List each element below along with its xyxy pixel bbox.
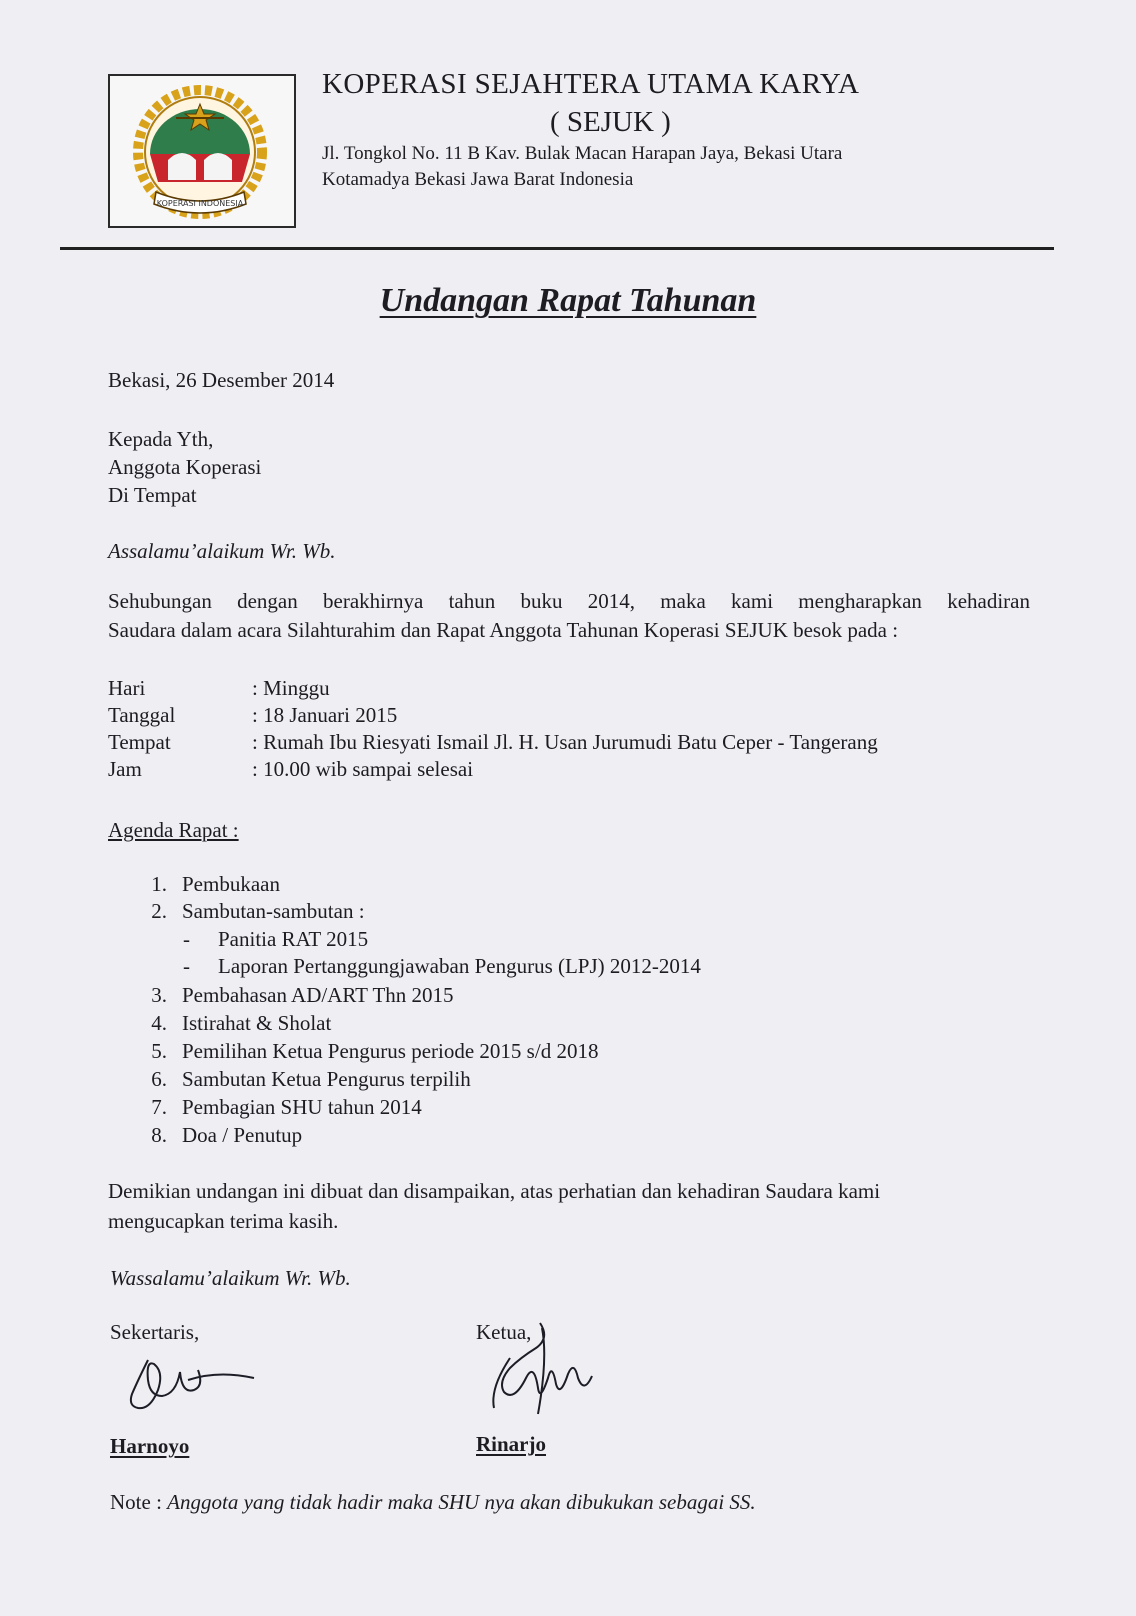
agenda-item-number: 5.: [151, 1039, 167, 1063]
detail-value-place: : Rumah Ibu Riesyati Ismail Jl. H. Usan Jurumudi Batu Ceper - Tangerang: [252, 730, 878, 754]
agenda-subitem-text: Laporan Pertanggungjawaban Pengurus (LPJ) 2012-2014: [218, 954, 701, 978]
agenda-subitem-text: Panitia RAT 2015: [218, 927, 369, 951]
date-line: Bekasi, 26 Desember 2014: [108, 368, 335, 392]
secretary-name: Harnoyo: [110, 1434, 190, 1458]
chair-name: Rinarjo: [476, 1432, 546, 1456]
agenda-item-number: 7.: [151, 1095, 167, 1119]
agenda-item-number: 4.: [151, 1011, 167, 1035]
detail-value-day: : Minggu: [252, 676, 330, 700]
agenda-item-number: 6.: [151, 1067, 167, 1091]
farewell: Wassalamu’alaikum Wr. Wb.: [110, 1266, 351, 1290]
recipient-line3: Di Tempat: [108, 483, 197, 507]
org-abbreviation: ( SEJUK ): [550, 106, 671, 138]
intro-line1: Sehubungan dengan berakhirnya tahun buku 2014, maka kami mengharapkan kehadiran: [108, 589, 1030, 613]
agenda-subitem-dash: -: [183, 927, 190, 951]
closing-line1: Demikian undangan ini dibuat dan disampaikan, atas perhatian dan kehadiran Saudara kami: [108, 1179, 881, 1203]
agenda-item-text: Istirahat & Sholat: [182, 1011, 332, 1035]
agenda-item-text: Pembukaan: [182, 872, 280, 896]
agenda-item-text: Sambutan Ketua Pengurus terpilih: [182, 1067, 471, 1091]
greeting: Assalamu’alaikum Wr. Wb.: [108, 539, 336, 563]
detail-label-place: Tempat: [108, 730, 171, 754]
detail-value-time: : 10.00 wib sampai selesai: [252, 757, 474, 781]
recipient-line1: Kepada Yth,: [108, 427, 214, 451]
agenda-subitem-dash: -: [183, 954, 190, 978]
cooperative-logo: [108, 74, 296, 228]
org-address-line2: Kotamadya Bekasi Jawa Barat Indonesia: [322, 169, 634, 190]
chair-signature: [480, 1318, 610, 1418]
detail-label-date: Tanggal: [108, 703, 176, 727]
recipient-line2: Anggota Koperasi: [108, 455, 262, 479]
svg-text:KOPERASI INDONESIA: KOPERASI INDONESIA: [156, 199, 244, 208]
agenda-title: Agenda Rapat :: [108, 818, 239, 842]
closing-paragraph: [108, 1176, 1008, 1236]
org-address-line1: Jl. Tongkol No. 11 B Kav. Bulak Macan Harapan Jaya, Bekasi Utara: [322, 143, 843, 164]
note: [110, 1490, 756, 1515]
chair-role: Ketua,: [476, 1320, 532, 1344]
note-text: Anggota yang tidak hadir maka SHU nya akan dibukukan sebagai SS.: [167, 1490, 756, 1514]
closing-line2: mengucapkan terima kasih.: [108, 1209, 339, 1233]
agenda-item-number: 8.: [151, 1123, 167, 1147]
intro-line2: Saudara dalam acara Silahturahim dan Rapat Anggota Tahunan Koperasi SEJUK besok pada :: [108, 618, 899, 642]
agenda-item-text: Pemilihan Ketua Pengurus periode 2015 s/d 2018: [182, 1039, 599, 1063]
detail-label-time: Jam: [108, 757, 142, 781]
detail-value-date: : 18 Januari 2015: [252, 703, 398, 727]
letterhead-divider: [60, 247, 1054, 250]
intro-paragraph: [108, 587, 1030, 645]
agenda-item-text: Pembahasan AD/ART Thn 2015: [182, 983, 454, 1007]
org-name: KOPERASI SEJAHTERA UTAMA KARYA: [322, 68, 860, 100]
agenda-item-number: 2.: [151, 899, 167, 923]
agenda-item-text: Pembagian SHU tahun 2014: [182, 1095, 422, 1119]
agenda-item-number: 1.: [151, 872, 167, 896]
agenda-item-number: 3.: [151, 983, 167, 1007]
secretary-role: Sekertaris,: [110, 1320, 200, 1344]
secretary-signature: [118, 1350, 258, 1420]
agenda-item-text: Sambutan-sambutan :: [182, 899, 365, 923]
letter-title: Undangan Rapat Tahunan: [379, 282, 757, 319]
detail-label-day: Hari: [108, 676, 146, 700]
cooperative-emblem-icon: [120, 82, 286, 222]
agenda-item-text: Doa / Penutup: [182, 1123, 303, 1147]
note-label: Note :: [110, 1490, 162, 1514]
